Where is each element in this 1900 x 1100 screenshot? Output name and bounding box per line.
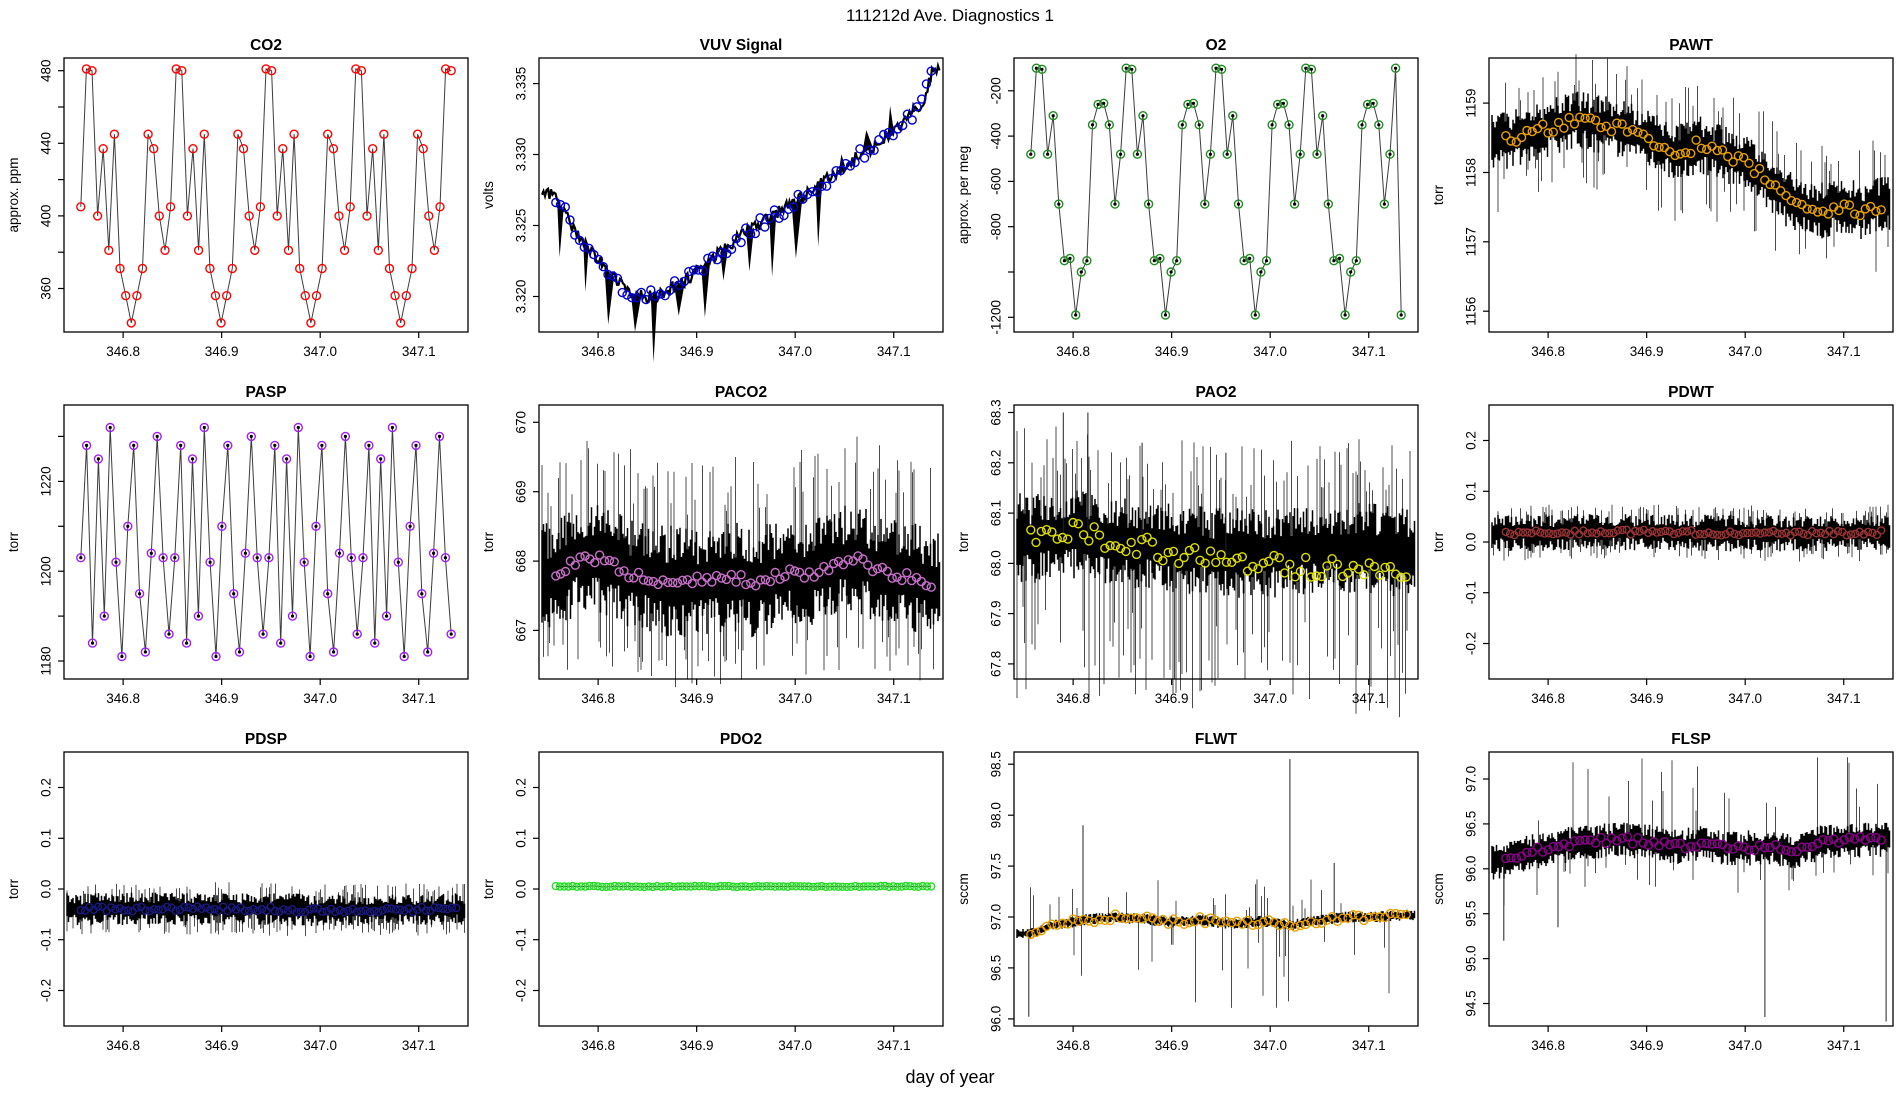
y-tick-label: 0.2 [1463, 431, 1479, 450]
average-markers [77, 424, 455, 661]
panel-pao2 [950, 379, 1425, 726]
x-tick-label: 346.9 [679, 691, 714, 706]
y-tick-label: -0.1 [38, 928, 54, 952]
panel-ylabel: torr [6, 531, 21, 553]
plot-border [64, 752, 468, 1026]
sawtooth-dip [746, 228, 754, 272]
x-tick-label: 346.9 [679, 1038, 714, 1053]
panel-ylabel: torr [956, 531, 971, 553]
x-tick-label: 346.9 [1154, 1038, 1189, 1053]
panel-o2 [950, 32, 1425, 379]
y-tick-label: -0.2 [513, 978, 529, 1003]
plot-border [539, 58, 943, 332]
y-tick-label: -0.2 [1463, 631, 1479, 656]
x-tick-label: 347.0 [303, 1038, 338, 1053]
x-tick-label: 346.8 [106, 344, 141, 359]
y-tick-label: -0.1 [513, 928, 529, 952]
x-tick-label: 346.8 [106, 691, 141, 706]
tall-spikes [1504, 839, 1886, 1021]
y-tick-label: 1158 [1463, 157, 1479, 188]
y-tick-label: 360 [38, 277, 54, 300]
x-tick-label: 347.0 [778, 1038, 813, 1053]
x-tick-label: 347.0 [1728, 344, 1763, 359]
panel-paco2 [475, 379, 950, 726]
panel-ylabel: torr [481, 878, 496, 900]
y-tick-label: 669 [513, 480, 529, 503]
panel-canvas [0, 379, 475, 726]
average-markers [552, 67, 935, 303]
x-tick-label: 346.9 [204, 1038, 239, 1053]
panel-vuv-signal [475, 32, 950, 379]
y-tick-label: 96.0 [1463, 855, 1479, 882]
y-tick-label: 0.2 [38, 778, 54, 797]
y-tick-label: 1180 [38, 646, 54, 676]
x-tick-label: 346.8 [1056, 1038, 1091, 1053]
signal-curve [542, 66, 940, 303]
panel-title: FLWT [1194, 731, 1238, 748]
y-tick-label: -400 [988, 122, 1004, 150]
panel-title: PDSP [244, 731, 288, 748]
data-line [81, 69, 451, 323]
x-tick-label: 347.1 [876, 1038, 911, 1053]
plot-border [1014, 58, 1418, 332]
y-tick-label: 68.0 [988, 550, 1004, 577]
y-tick-label: -1200 [988, 300, 1004, 335]
x-tick-label: 346.8 [1531, 1038, 1566, 1053]
y-tick-label: 668 [513, 549, 529, 573]
panel-title: PDWT [1668, 384, 1714, 401]
average-markers [77, 65, 455, 327]
x-tick-label: 347.1 [1826, 691, 1861, 706]
y-tick-label: 480 [38, 59, 54, 82]
x-tick-label: 347.0 [778, 344, 813, 359]
x-tick-label: 346.8 [1056, 344, 1091, 359]
x-tick-label: 346.9 [204, 344, 239, 359]
x-tick-label: 346.8 [581, 344, 616, 359]
y-tick-label: 96.0 [988, 1005, 1004, 1033]
y-tick-label: 400 [38, 204, 54, 228]
panel-canvas [475, 379, 950, 726]
x-tick-label: 347.0 [778, 691, 813, 706]
x-tick-label: 347.0 [1253, 344, 1288, 359]
panel-canvas [950, 379, 1425, 726]
y-tick-label: 0.0 [513, 879, 529, 899]
x-tick-label: 346.8 [1531, 691, 1566, 706]
x-tick-label: 347.1 [876, 344, 911, 359]
charts-grid [0, 32, 1900, 1073]
panel-title: PASP [245, 384, 287, 401]
panel-pawt [1425, 32, 1900, 379]
y-tick-label: 94.5 [1463, 990, 1479, 1017]
panel-ylabel: torr [6, 878, 21, 900]
x-tick-label: 347.1 [876, 691, 911, 706]
panel-ylabel: approx. ppm [6, 157, 21, 233]
x-tick-label: 346.9 [1154, 344, 1189, 359]
plot-border [64, 405, 468, 679]
x-tick-label: 346.9 [1629, 344, 1664, 359]
y-tick-label: -0.1 [1463, 581, 1479, 605]
sawtooth-dip [651, 294, 658, 362]
y-tick-label: 95.0 [1463, 945, 1479, 972]
y-tick-label: 0.1 [1463, 481, 1479, 501]
panel-flwt [950, 726, 1425, 1073]
y-tick-label: -800 [988, 213, 1004, 241]
x-tick-label: 346.8 [581, 1038, 616, 1053]
y-tick-label: 68.3 [988, 399, 1004, 426]
panel-canvas [1425, 32, 1900, 379]
y-tick-label: 0.1 [513, 828, 529, 848]
y-tick-label: 3.330 [513, 137, 529, 172]
data-line [1031, 68, 1401, 315]
y-tick-label: 68.1 [988, 499, 1004, 527]
y-tick-label: -0.2 [38, 978, 54, 1003]
x-tick-label: 347.0 [1728, 1038, 1763, 1053]
y-tick-label: 67.9 [988, 600, 1004, 627]
y-tick-label: 97.5 [988, 852, 1004, 880]
x-tick-label: 347.1 [401, 344, 436, 359]
panel-co2 [0, 32, 475, 379]
plot-border [1014, 752, 1418, 1026]
y-tick-label: -200 [988, 77, 1004, 105]
panel-canvas [475, 726, 950, 1073]
x-tick-label: 346.9 [679, 344, 714, 359]
noise-spikes [1031, 879, 1390, 1008]
panel-title: FLSP [1671, 731, 1711, 748]
panel-pdwt [1425, 379, 1900, 726]
panel-canvas [475, 32, 950, 379]
y-tick-label: 98.0 [988, 802, 1004, 829]
y-tick-label: 67.8 [988, 650, 1004, 678]
panel-ylabel: torr [481, 531, 496, 553]
average-markers [1027, 910, 1410, 939]
y-tick-label: 3.325 [513, 208, 529, 243]
x-tick-label: 347.0 [1728, 691, 1763, 706]
panel-canvas [1425, 379, 1900, 726]
panel-ylabel: sccm [956, 873, 971, 905]
plot-border [1489, 752, 1893, 1026]
y-tick-label: 1200 [38, 556, 54, 587]
x-tick-label: 347.1 [1351, 344, 1386, 359]
panel-title: PDO2 [719, 731, 763, 748]
y-tick-label: 3.335 [513, 66, 529, 101]
x-tick-label: 347.0 [303, 344, 338, 359]
x-axis-label: day of year [905, 1067, 995, 1087]
average-markers [1027, 64, 1405, 319]
x-tick-label: 346.9 [1629, 691, 1664, 706]
panel-title: VUV Signal [699, 37, 783, 54]
panel-title: O2 [1205, 37, 1227, 54]
y-tick-label: 1156 [1463, 296, 1479, 326]
panel-canvas [950, 32, 1425, 379]
panel-ylabel: torr [1431, 184, 1446, 206]
y-tick-label: 0.0 [1463, 532, 1479, 552]
x-tick-label: 347.1 [1351, 1038, 1386, 1053]
y-tick-label: 1157 [1463, 227, 1479, 257]
x-tick-label: 346.8 [1056, 691, 1091, 706]
x-tick-label: 347.0 [303, 691, 338, 706]
x-tick-label: 346.8 [106, 1038, 141, 1053]
page-title: 111212d Ave. Diagnostics 1 [846, 6, 1054, 25]
y-tick-label: 1159 [1463, 88, 1479, 118]
x-tick-label: 346.9 [1629, 1038, 1664, 1053]
panel-canvas [0, 32, 475, 379]
y-tick-label: 96.5 [988, 954, 1004, 982]
y-tick-label: 0.2 [513, 778, 529, 797]
x-tick-label: 346.8 [1531, 344, 1566, 359]
panel-ylabel: volts [481, 181, 496, 209]
y-tick-label: 440 [38, 132, 54, 155]
y-tick-label: 68.2 [988, 449, 1004, 476]
x-tick-label: 347.0 [1253, 691, 1288, 706]
y-tick-label: 95.5 [1463, 900, 1479, 927]
x-tick-label: 346.8 [581, 691, 616, 706]
panel-ylabel: sccm [1431, 873, 1446, 905]
panel-pasp [0, 379, 475, 726]
y-tick-label: 1220 [38, 466, 54, 497]
data-line [81, 428, 451, 657]
sawtooth-dip [769, 214, 776, 277]
x-tick-label: 346.9 [1154, 691, 1189, 706]
panel-title: CO2 [250, 37, 282, 54]
y-tick-label: 670 [513, 411, 529, 434]
y-tick-label: 97.0 [988, 903, 1004, 931]
x-tick-label: 347.1 [401, 691, 436, 706]
panel-ylabel: approx. per meg [956, 145, 971, 245]
panel-flsp [1425, 726, 1900, 1073]
y-tick-label: 98.5 [988, 751, 1004, 778]
y-tick-label: 0.1 [38, 828, 54, 848]
y-tick-label: 3.320 [513, 279, 529, 314]
panel-title: PAWT [1669, 37, 1713, 54]
panel-title: PAO2 [1195, 384, 1237, 401]
x-tick-label: 347.1 [1826, 1038, 1861, 1053]
y-tick-label: 667 [513, 619, 529, 642]
y-tick-label: 0.0 [38, 879, 54, 899]
panel-canvas [950, 726, 1425, 1073]
x-tick-label: 347.0 [1253, 1038, 1288, 1053]
x-tick-label: 347.1 [401, 1038, 436, 1053]
x-tick-label: 347.1 [1351, 691, 1386, 706]
y-tick-label: -600 [988, 167, 1004, 195]
panel-title: PACO2 [714, 384, 768, 401]
x-tick-label: 346.9 [204, 691, 239, 706]
panel-ylabel: torr [1431, 531, 1446, 553]
panel-canvas [1425, 726, 1900, 1073]
panel-canvas [0, 726, 475, 1073]
noise-band [1017, 491, 1415, 598]
panel-pdsp [0, 726, 475, 1073]
y-tick-label: 97.0 [1463, 765, 1479, 793]
y-tick-label: 96.5 [1463, 810, 1479, 838]
x-tick-label: 347.1 [1826, 344, 1861, 359]
panel-pdo2 [475, 726, 950, 1073]
